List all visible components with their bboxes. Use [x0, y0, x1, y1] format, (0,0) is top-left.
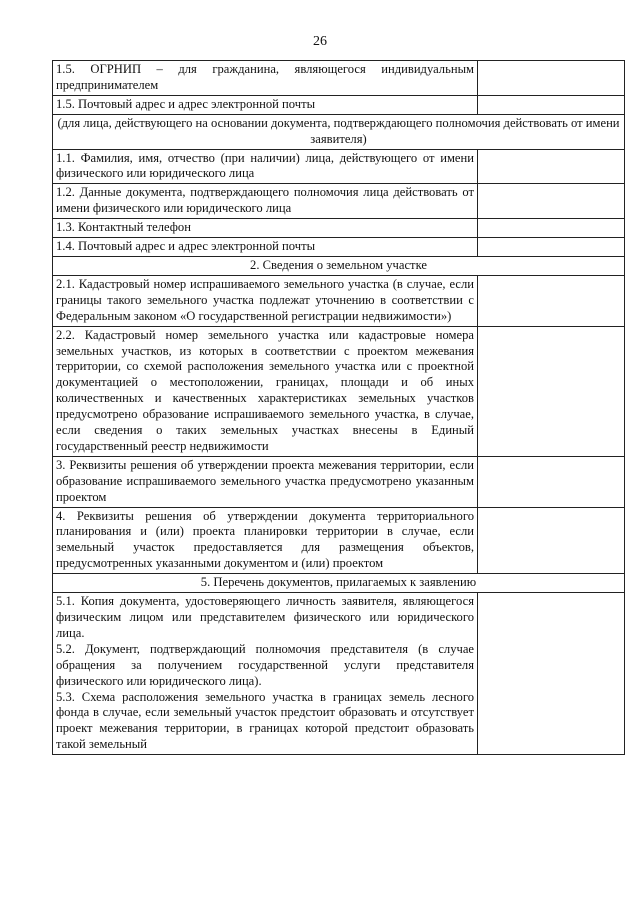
table-row [53, 456, 625, 507]
field-label-planning-document: 4. Реквизиты решения об утверждении документа территориального планирования и (или) проекта планировки территории в случае, если земельный участок предоставляется для размещения объектов, предусмотренных указанными документом и (или) проектом [53, 507, 478, 574]
field-value-rep-document[interactable] [478, 184, 625, 219]
table-row [53, 114, 625, 149]
table-row [53, 238, 625, 257]
table-row [53, 149, 625, 184]
doc-item-5-1: 5.1. Копия документа, удостоверяющего личность заявителя, являющегося физическим лицом или представителем физического или юридического лица. [56, 594, 474, 640]
table-row [53, 61, 625, 96]
table-row [53, 574, 625, 593]
representative-note: (для лица, действующего на основании документа, подтверждающего полномочия действовать от имени заявителя) [53, 114, 625, 149]
field-label-source-plots: 2.2. Кадастровый номер земельного участка или кадастровые номера земельных участков, из которых в соответствии с проектом межевания территории, со схемой расположения земельного участка или с проектной документацией о местоположении, границах, площади и об иных количественных и качественных характеристиках земельных участков предусмотрено образование испрашиваемого земельного участка, в случае, если сведения о таких земельных участках внесены в Единый государственный реестр недвижимости [53, 326, 478, 456]
table-row [53, 326, 625, 456]
table-row [53, 95, 625, 114]
field-label-cadastral-number: 2.1. Кадастровый номер испрашиваемого земельного участка (в случае, если границы такого земельного участка подлежат уточнению в соответствии с Федеральным законом «О государственной регистрации недвижимости») [53, 275, 478, 326]
field-label-rep-postal-address: 1.4. Почтовый адрес и адрес электронной почты [53, 238, 478, 257]
section-2-heading: 2. Сведения о земельном участке [53, 256, 625, 275]
attached-documents-value[interactable] [478, 593, 625, 755]
field-label-rep-phone: 1.3. Контактный телефон [53, 219, 478, 238]
table-row [53, 256, 625, 275]
page-number: 26 [313, 34, 327, 49]
doc-item-5-3: 5.3. Схема расположения земельного участка в границах земель лесного фонда в случае, если земельный участок предстоит образовать и отсутствует проект межевания территории, в границах которой предстоит образовать такой земельный [56, 689, 474, 752]
field-value-source-plots[interactable] [478, 326, 625, 456]
field-label-postal-address: 1.5. Почтовый адрес и адрес электронной почты [53, 95, 478, 114]
doc-item-5-2: 5.2. Документ, подтверждающий полномочия представителя (в случае обращения за получением государственной услуги представителя физического или юридического лица). [56, 641, 474, 688]
application-form-table [52, 60, 625, 755]
field-value-postal-address[interactable] [478, 95, 625, 114]
table-row [53, 507, 625, 574]
field-value-rep-phone[interactable] [478, 219, 625, 238]
field-label-rep-full-name: 1.1. Фамилия, имя, отчество (при наличии) лица, действующего от имени физического или юридического лица [53, 149, 478, 184]
field-value-ogrnip[interactable] [478, 61, 625, 96]
field-label-survey-project: 3. Реквизиты решения об утверждении проекта межевания территории, если образование испрашиваемого земельного участка предусмотрено указанным проектом [53, 456, 478, 507]
table-row [53, 275, 625, 326]
field-value-rep-full-name[interactable] [478, 149, 625, 184]
field-label-ogrnip: 1.5. ОГРНИП – для гражданина, являющегося индивидуальным предпринимателем [53, 61, 478, 96]
table-row [53, 184, 625, 219]
section-5-heading: 5. Перечень документов, прилагаемых к заявлению [53, 574, 625, 593]
attached-documents-list [53, 593, 478, 755]
field-label-rep-document: 1.2. Данные документа, подтверждающего полномочия лица действовать от имени физического или юридического лица [53, 184, 478, 219]
table-row [53, 593, 625, 755]
field-value-rep-postal-address[interactable] [478, 238, 625, 257]
field-value-cadastral-number[interactable] [478, 275, 625, 326]
table-row [53, 219, 625, 238]
field-value-planning-document[interactable] [478, 507, 625, 574]
field-value-survey-project[interactable] [478, 456, 625, 507]
